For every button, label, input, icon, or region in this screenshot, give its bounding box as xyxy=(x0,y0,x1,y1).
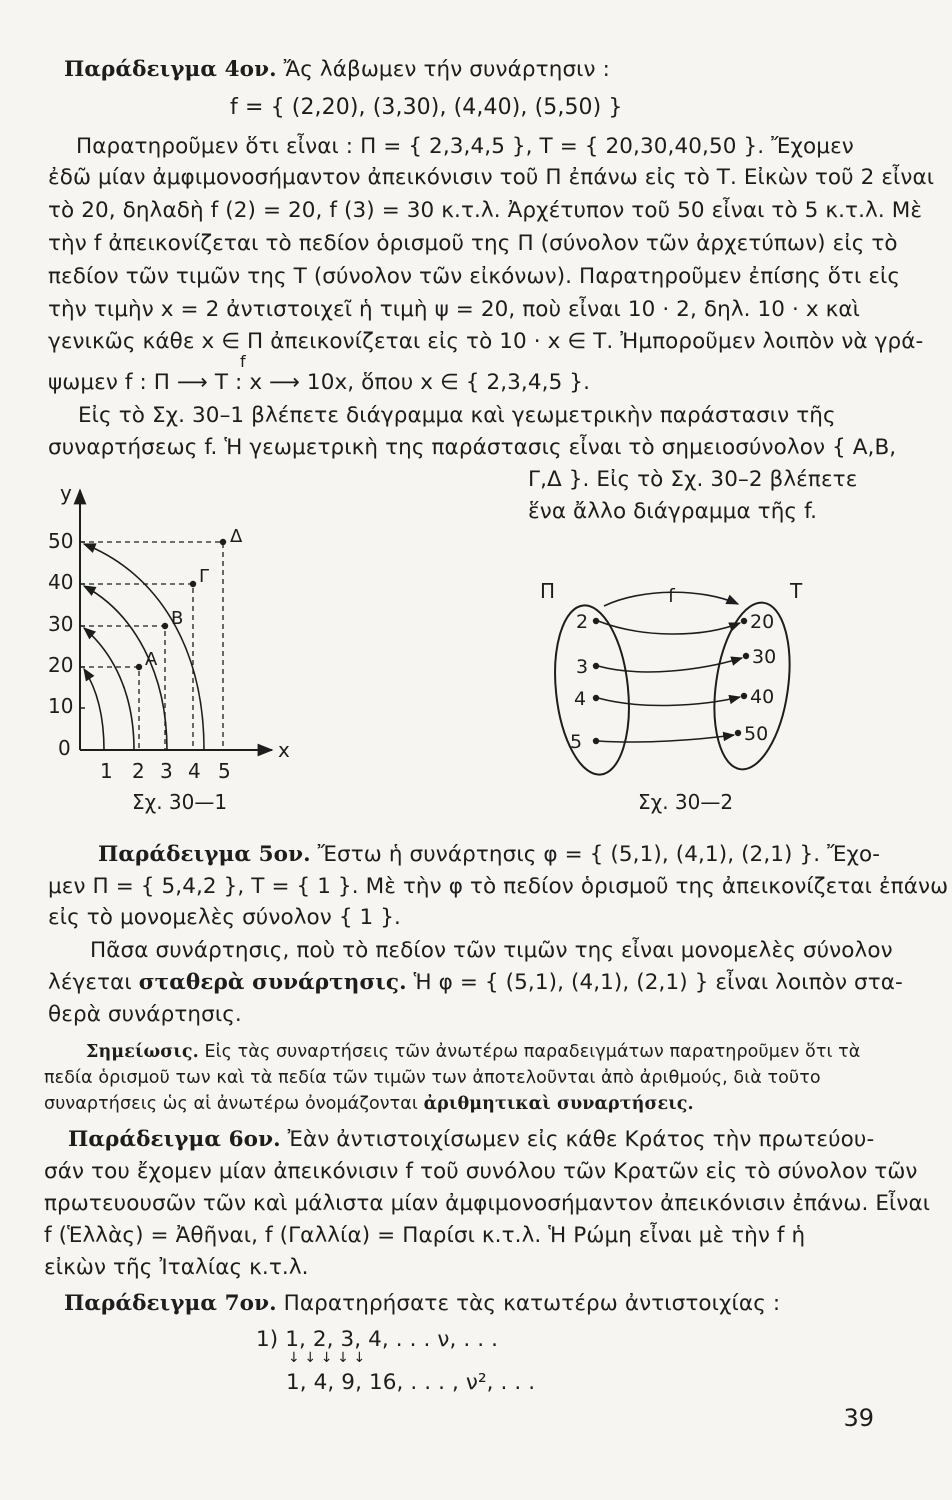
domain-element: 5 xyxy=(570,731,583,753)
note-line xyxy=(86,1040,860,1064)
point-label-d: Δ xyxy=(230,526,243,547)
example-6-title: Παράδειγμα 6ον. xyxy=(68,1127,281,1152)
paragraph-line: Γ,Δ }. Εἰς τὸ Σχ. 30–2 βλέπετε xyxy=(528,467,858,492)
paragraph-line: Εἰς τὸ Σχ. 30–1 βλέπετε διάγραμμα καὶ γεωμετρικὴν παράστασιν τῆς xyxy=(78,403,836,428)
domain-element: 2 xyxy=(576,611,589,633)
point-c xyxy=(190,581,196,587)
example-7-line xyxy=(64,1290,780,1318)
domain-element: 4 xyxy=(574,688,587,710)
y-axis-label: y xyxy=(60,481,72,505)
paragraph-line: γενικῶς κάθε x ∈ Π ἀπεικονίζεται εἰς τὸ 10 · x ∈ Τ. Ἠμποροῦμεν λοιπὸν νὰ γρά- xyxy=(48,329,924,354)
x-tick-label: 4 xyxy=(188,759,201,783)
y-tick-label: 20 xyxy=(48,653,74,677)
paragraph-line: f (Ἑλλὰς) = Ἀθῆναι, f (Γαλλία) = Παρίσι κ.τ.λ. Ἡ Ρώμη εἶναι μὲ τὴν f ἡ xyxy=(44,1223,806,1248)
origin-label: 0 xyxy=(58,736,71,760)
paragraph-line: ἕνα ἄλλο διάγραμμα τῆς f. xyxy=(528,499,818,524)
paragraph-line: ἐδῶ μίαν ἀμφιμονοσήμαντον ἀπεικόνισιν τοῦ Π ἐπάνω εἰς τὸ Τ. Εἰκὼν τοῦ 2 εἶναι xyxy=(48,165,935,190)
paragraph-line: Παρατηροῦμεν ὅτι εἶναι : Π = { 2,3,4,5 }, Τ = { 20,30,40,50 }. Ἔχομεν xyxy=(76,134,854,159)
example-5-title: Παράδειγμα 5ον. xyxy=(98,842,311,867)
paragraph-line: πεδίον τῶν τιμῶν της Τ (σύνολον τῶν εἰκόνων). Παρατηροῦμεν ἐπίσης ὅτι εἰς xyxy=(48,264,901,289)
point-label-a: Α xyxy=(145,649,158,670)
term-arithmetic-functions: ἀριθμητικαὶ συναρτήσεις. xyxy=(423,1094,694,1114)
paragraph-line: συναρτήσεως f. Ἡ γεωμετρικὴ της παράστασις εἶναι τὸ σημειοσύνολον { Α,Β, xyxy=(48,435,897,460)
paragraph-line: τὴν τιμὴν x = 2 ἀντιστοιχεῖ ἡ τιμὴ ψ = 20, ποὺ εἶναι 10 · 2, δηλ. 10 · x καὶ xyxy=(48,297,861,322)
text: Ἐὰν ἀντιστοιχίσωμεν εἰς κάθε Κράτος τὴν πρωτεύου- xyxy=(287,1127,875,1152)
sequence-bottom: 1, 4, 9, 16, . . . , ν², . . . xyxy=(286,1370,536,1395)
example-4-intro: Ἄς λάβωμεν τήν συνάρτησιν : xyxy=(283,57,610,82)
note-line: πεδία ὁρισμοῦ των καὶ τὰ πεδία τῶν τιμῶν των ἀποτελοῦνται ἀπὸ ἀριθμούς, διὰ τοῦτο xyxy=(44,1068,821,1088)
text: Παρατηρήσατε τὰς κατωτέρω ἀντιστοιχίας : xyxy=(283,1291,781,1316)
x-tick-label: 3 xyxy=(160,759,173,783)
paragraph-line: μεν Π = { 5,4,2 }, Τ = { 1 }. Μὲ τὴν φ τὸ πεδίον ὁρισμοῦ της ἀπεικονίζεται ἐπάνω xyxy=(48,874,949,899)
sequence-top: 1) 1, 2, 3, 4, . . . ν, . . . xyxy=(256,1327,499,1352)
point-d xyxy=(220,539,226,545)
text: συναρτήσεις ὡς αἱ ἀνωτέρω ὀνομάζονται xyxy=(44,1094,418,1114)
figure-30-1-caption: Σχ. 30—1 xyxy=(132,790,228,814)
page-number: 39 xyxy=(843,1404,874,1432)
arrow-4-40 xyxy=(598,697,740,705)
range-element: 50 xyxy=(744,723,769,745)
domain-set-label: Π xyxy=(540,579,556,603)
mapping-label-f: f xyxy=(668,585,675,607)
example-6-line xyxy=(68,1126,874,1154)
curve-2-20 xyxy=(84,669,104,750)
note-title: Σημείωσις. xyxy=(86,1042,199,1062)
point-a xyxy=(136,664,142,670)
range-element: 40 xyxy=(750,686,775,708)
range-element: 30 xyxy=(752,646,777,668)
paragraph-line: τὴν f ἀπεικονίζεται τὸ πεδίον ὁρισμοῦ της Π (σύνολον τῶν ἀρχετύπων) εἰς τὸ xyxy=(48,231,898,256)
x-tick-label: 1 xyxy=(100,759,113,783)
paragraph-line: τὸ 20, δηλαδὴ f (2) = 20, f (3) = 30 κ.τ.λ. Ἀρχέτυπον τοῦ 50 εἶναι τὸ 5 κ.τ.λ. Μὲ xyxy=(48,198,923,223)
term-constant-function: σταθερὰ συνάρτησις. xyxy=(138,970,407,995)
y-tick-label: 40 xyxy=(48,570,74,594)
paragraph-line: Πᾶσα συνάρτησις, ποὺ τὸ πεδίον τῶν τιμῶν της εἶναι μονομελὲς σύνολον xyxy=(90,938,893,963)
paragraph-line: σάν του ἔχομεν μίαν ἀπεικόνισιν f τοῦ συνόλου τῶν Κρατῶν εἰς τὸ σύνολον τῶν xyxy=(44,1159,918,1184)
domain-element: 3 xyxy=(576,656,589,678)
example-5-text: Ἔστω ἡ συνάρτησις φ = { (5,1), (4,1), (2,1) }. Ἔχο- xyxy=(317,842,881,867)
paragraph-line: εἰκὼν τῆς Ἰταλίας κ.τ.λ. xyxy=(44,1255,309,1280)
arrow-label-f: f xyxy=(240,352,246,371)
arrow-2-20 xyxy=(598,621,740,634)
point-label-c: Γ xyxy=(199,566,210,587)
text: Ἡ φ = { (5,1), (4,1), (2,1) } εἶναι λοιπὸν στα- xyxy=(413,970,903,995)
y-tick-label: 30 xyxy=(48,612,74,636)
sequence-arrows: ↓ ↓ ↓ ↓ ↓ xyxy=(288,1350,366,1366)
x-tick-label: 2 xyxy=(132,759,145,783)
point-label-b: Β xyxy=(171,608,184,629)
mapping-formula: ψωμεν f : Π ⟶ Τ : x ⟶ 10x, ὅπου x ∈ { 2,3,4,5 }. xyxy=(48,370,591,395)
range-set-label: Τ xyxy=(790,579,803,603)
text: Εἰς τὰς συναρτήσεις τῶν ἀνωτέρω παραδειγμάτων παρατηροῦμεν ὅτι τὰ xyxy=(204,1042,861,1062)
figure-30-1 xyxy=(38,478,338,818)
example-7-title: Παράδειγμα 7ον. xyxy=(64,1291,277,1316)
point-b xyxy=(162,623,168,629)
y-tick-label: 10 xyxy=(48,694,74,718)
paragraph-line: θερὰ συνάρτησις. xyxy=(48,1002,242,1027)
figure-30-2 xyxy=(532,578,822,788)
paragraph-line xyxy=(48,969,903,997)
example-5-line xyxy=(98,841,880,869)
example-4-heading xyxy=(64,56,610,84)
function-formula: f = { (2,20), (3,30), (4,40), (5,50) } xyxy=(230,95,623,120)
x-axis-label: x xyxy=(278,738,290,762)
note-line xyxy=(44,1092,694,1116)
arrow-5-50 xyxy=(598,735,734,742)
y-tick-label: 50 xyxy=(48,529,74,553)
text: λέγεται xyxy=(48,970,132,995)
paragraph-line: πρωτευουσῶν τῶν καὶ μάλιστα μίαν ἀμφιμονοσήμαντον ἀπεικόνισιν ἐπάνω. Εἶναι xyxy=(44,1191,931,1216)
guide-b xyxy=(80,626,165,750)
example-4-title: Παράδειγμα 4ον. xyxy=(64,57,277,82)
x-tick-label: 5 xyxy=(218,759,231,783)
figure-30-2-caption: Σχ. 30—2 xyxy=(638,790,734,814)
range-element: 20 xyxy=(750,611,775,633)
curve-3-30 xyxy=(84,628,134,750)
paragraph-line: εἰς τὸ μονομελὲς σύνολον { 1 }. xyxy=(48,905,401,930)
